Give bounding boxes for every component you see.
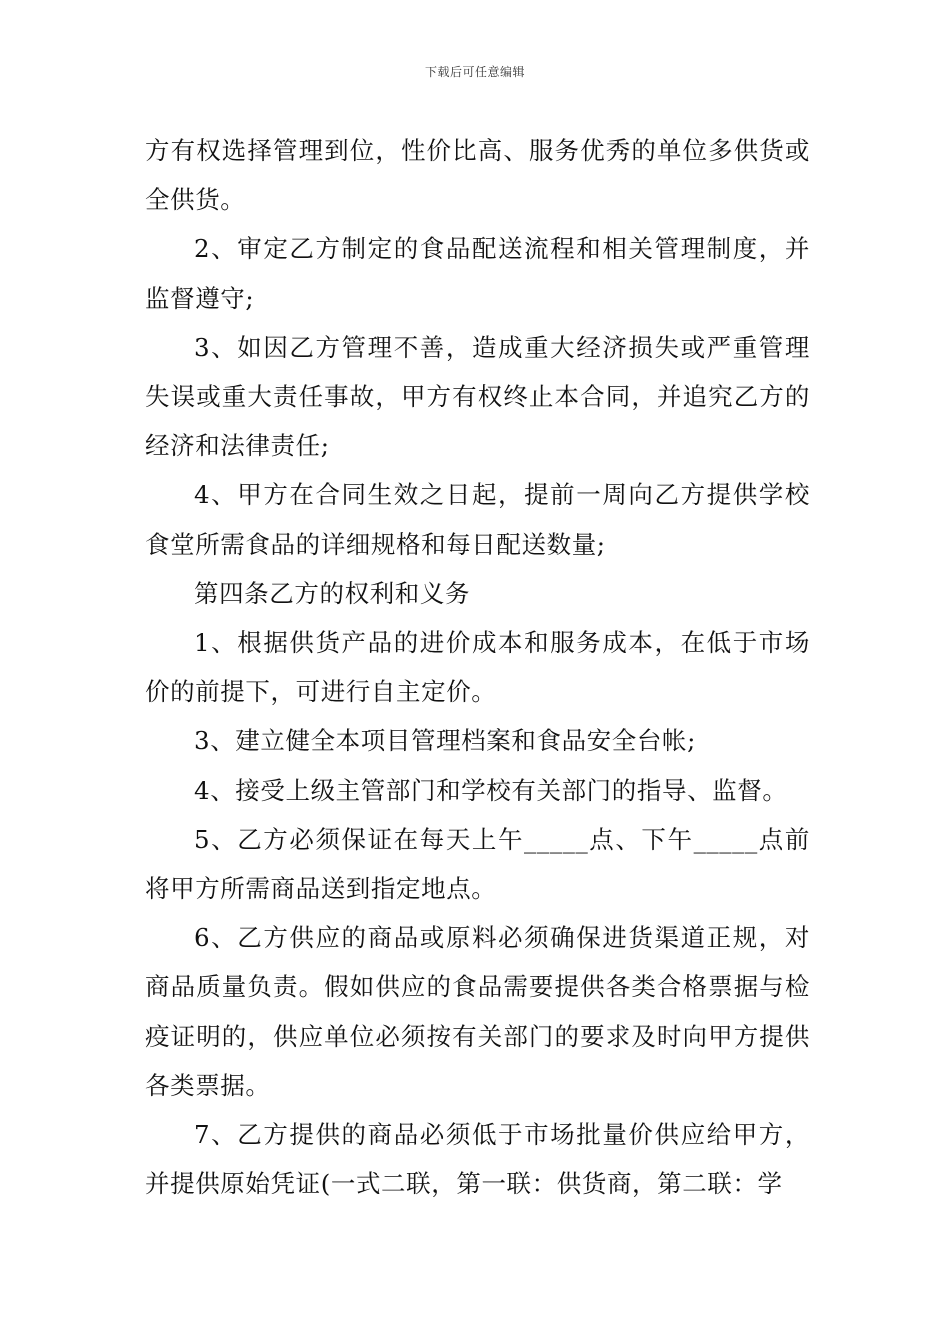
paragraph-party-b-7: 7、乙方提供的商品必须低于市场批量价供应给甲方，并提供原始凭证(一式二联，第一联：供货商，第二联：学 bbox=[145, 1120, 810, 1199]
page-header: 下载后可任意编辑 bbox=[424, 65, 525, 79]
paragraph-clause-4: 4、甲方在合同生效之日起，提前一周向乙方提供学校食堂所需食品的详细规格和每日配送数量; bbox=[145, 480, 810, 559]
paragraph-continuation: 方有权选择管理到位，性价比高、服务优秀的单位多供货或全供货。 bbox=[145, 136, 810, 215]
paragraph-party-b-5: 5、乙方必须保证在每天上午_____点、下午_____点前将甲方所需商品送到指定地点。 bbox=[145, 824, 810, 904]
section-heading-article-4: 第四条乙方的权利和义务 bbox=[194, 578, 471, 608]
paragraph-party-b-3: 3、建立健全本项目管理档案和食品安全台帐; bbox=[194, 726, 696, 756]
paragraph-clause-3: 3、如因乙方管理不善，造成重大经济损失或严重管理失误或重大责任事故，甲方有权终止本合同，并追究乙方的经济和法律责任; bbox=[145, 332, 810, 461]
paragraph-clause-2: 2、审定乙方制定的食品配送流程和相关管理制度，并监督遵守; bbox=[145, 234, 810, 313]
paragraph-party-b-4: 4、接受上级主管部门和学校有关部门的指导、监督。 bbox=[194, 775, 788, 805]
document-body bbox=[145, 126, 810, 1208]
paragraph-party-b-6: 6、乙方供应的商品或原料必须确保进货渠道正规，对商品质量负责。假如供应的食品需要提供各类合格票据与检疫证明的，供应单位必须按有关部门的要求及时向甲方提供各类票据。 bbox=[145, 923, 810, 1100]
paragraph-party-b-1: 1、根据供货产品的进价成本和服务成本，在低于市场价的前提下，可进行自主定价。 bbox=[145, 628, 810, 707]
